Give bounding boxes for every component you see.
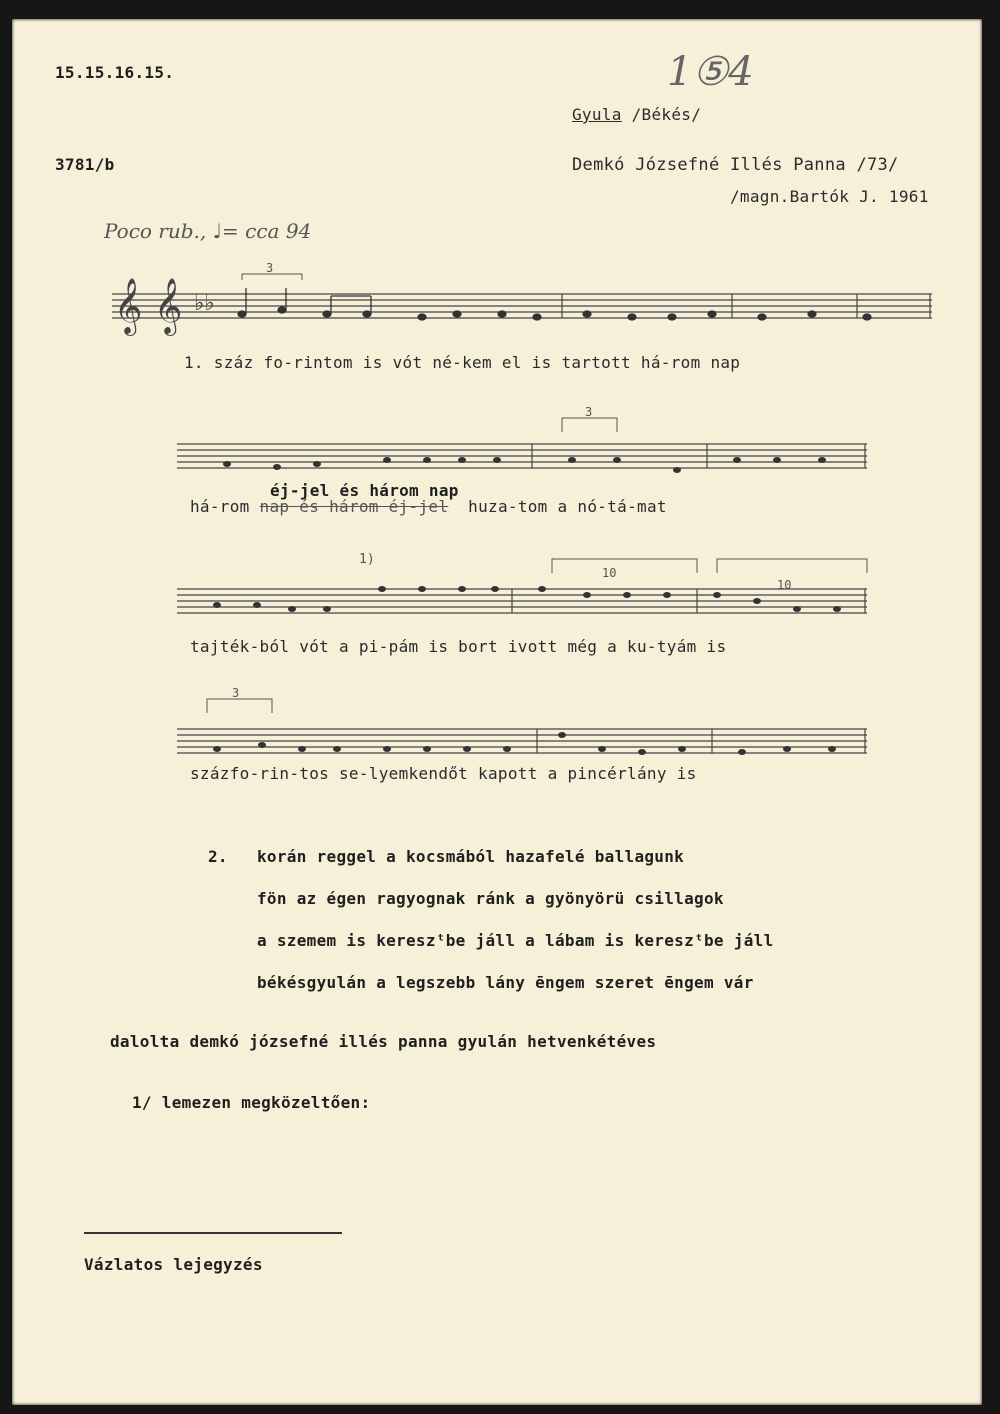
recording-info: /magn.Bartók J. 1961 <box>730 187 929 206</box>
svg-text:1): 1) <box>359 552 375 567</box>
svg-text:♭♭: ♭♭ <box>194 291 215 316</box>
svg-text:3: 3 <box>585 405 593 419</box>
county: /Békés/ <box>631 105 702 124</box>
sung-by-note: dalolta demkó józsefné illés panna gyulán hetvenkétéves <box>110 1032 657 1051</box>
code-left: 15.15.16.15. <box>55 63 175 82</box>
footnote: 1/ lemezen megközeltően: <box>132 1093 371 1112</box>
place: Gyula <box>572 105 622 124</box>
verse1-correction: éj-jel és három nap <box>270 481 459 500</box>
archive-number: 1⑤4 <box>667 49 754 95</box>
verse1-line4: százfo-rin-tos se-lyemkendőt kapott a pincérlány is <box>190 764 697 783</box>
document-page <box>12 19 982 1405</box>
staff-3 <box>177 552 877 639</box>
verse2-line4: békésgyulán a legszebb lány ēngem szeret ēngem vár <box>257 973 754 992</box>
verse2-line3: a szemem is kereszᵗbe jáll a lábam is kereszᵗbe jáll <box>257 931 774 950</box>
footer-rule <box>84 1232 342 1234</box>
verse2-line2: fön az égen ragyognak ránk a gyönyörü csillagok <box>257 889 724 908</box>
sketch-label: Vázlatos lejegyzés <box>84 1255 263 1274</box>
svg-text:𝄞: 𝄞 <box>154 278 183 334</box>
svg-text:10: 10 <box>602 566 617 580</box>
catalog-number: 3781/b <box>55 155 115 174</box>
svg-text:3: 3 <box>266 261 274 275</box>
verse1-line1: 1. száz fo-rintom is vót né-kem el is tartott há-rom nap <box>184 353 741 372</box>
svg-text:3: 3 <box>232 686 240 700</box>
tempo-marking: Poco rub., ♩= cca 94 <box>104 219 312 243</box>
verse1-line2 <box>190 497 667 516</box>
verse1-line2-end: huza-tom a nó-tá-mat <box>468 497 667 516</box>
verse2-number: 2. <box>208 847 228 866</box>
svg-text:10: 10 <box>777 578 792 592</box>
verse1-struck-text: nap és három éj-jel <box>259 497 449 516</box>
performer: Demkó Józsefné Illés Panna /73/ <box>572 155 899 175</box>
verse2-line1: korán reggel a kocsmából hazafelé ballagunk <box>257 847 685 866</box>
staff-1 <box>112 261 942 344</box>
svg-text:𝄞: 𝄞 <box>114 278 143 334</box>
place-line <box>572 105 701 124</box>
verse1-line3: tajték-ból vót a pi-pám is bort ivott még a ku-tyám is <box>190 637 727 656</box>
verse1-line2-start: há-rom <box>190 497 250 516</box>
